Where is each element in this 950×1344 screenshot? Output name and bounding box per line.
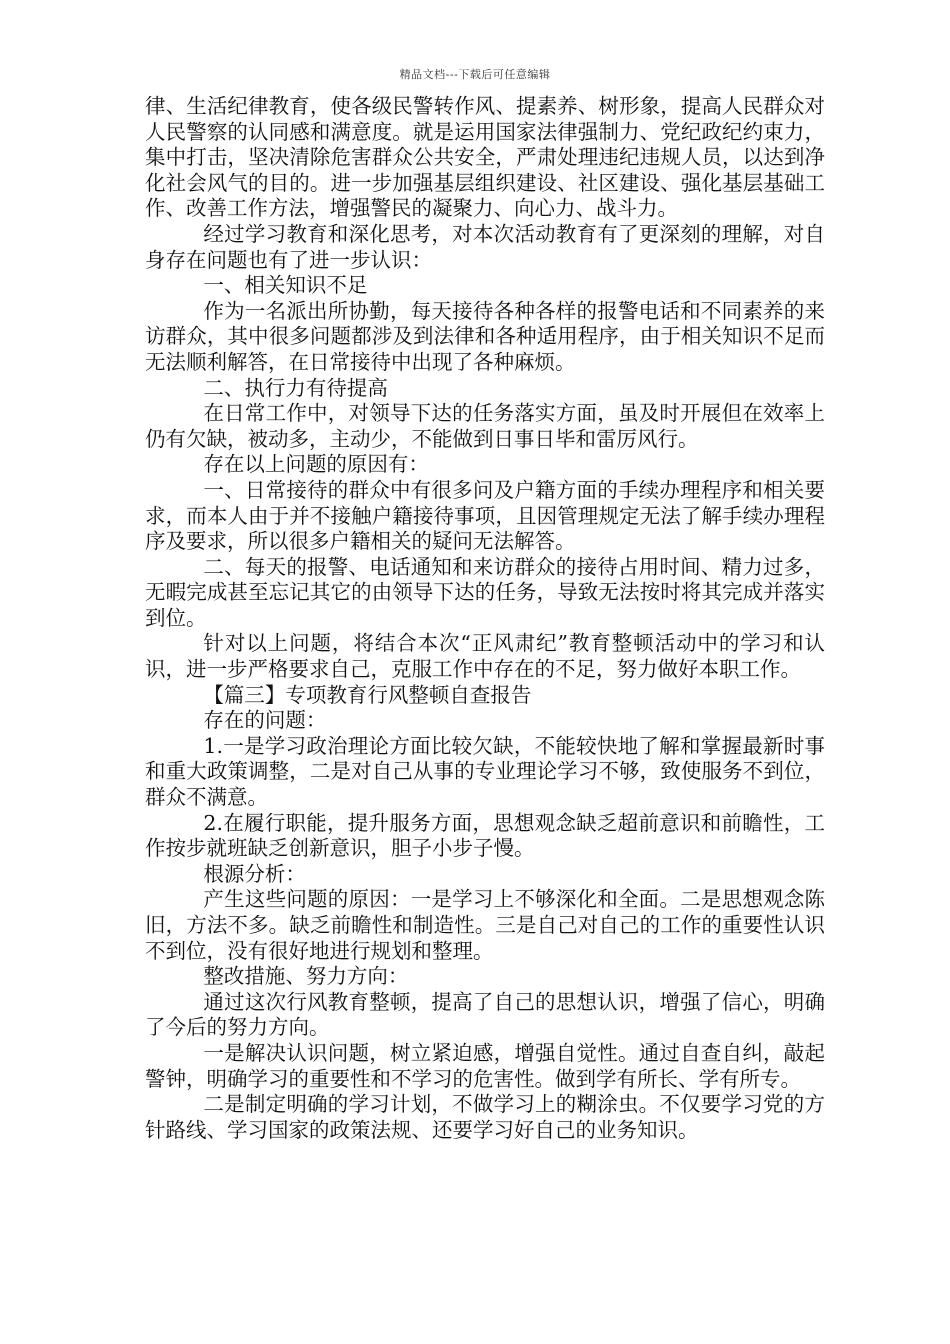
paragraph-7: 二、每天的报警、电话通知和来访群众的接待占用时间、精力过多，无暇完成甚至忘记其它的由领导下达的任务，导致无法按时将其完成并落实到位。 <box>145 554 825 630</box>
document-body <box>145 94 825 1143</box>
paragraph-14: 二是制定明确的学习计划，不做学习上的糊涂虫。不仅要学习党的方针路线、学习国家的政策法规、还要学习好自己的业务知识。 <box>145 1092 825 1142</box>
section-heading-3: 存在的问题： <box>203 708 327 733</box>
chapter-heading: 【篇三】专项教育行风整顿自查报告 <box>203 682 532 707</box>
paragraph-10: 2.在履行职能，提升服务方面，思想观念缺乏超前意识和前瞻性，工作按步就班缺乏创新意识，胆子小步子慢。 <box>145 810 825 861</box>
paragraph-11: 产生这些问题的原因：一是学习上不够深化和全面。二是思想观念陈旧，方法不多。缺乏前瞻性和制造性。三是自己对自己的工作的重要性认识不到位，没有很好地进行规划和整理。 <box>145 887 825 963</box>
section-heading-2: 二、执行力有待提高 <box>203 375 388 400</box>
section-heading-1: 一、相关知识不足 <box>203 273 368 298</box>
paragraph-8: 针对以上问题，将结合本次“正风肃纪”教育整顿活动中的学习和认识，进一步严格要求自己，克服工作中存在的不足，努力做好本职工作。 <box>145 631 825 682</box>
section-heading-5: 整改措施、努力方向： <box>203 964 409 989</box>
paragraph-13: 一是解决认识问题，树立紧迫感，增强自觉性。通过自查自纠，敲起警钟，明确学习的重要性和不学习的危害性。做到学有所长、学有所专。 <box>145 1040 825 1091</box>
paragraph-2: 经过学习教育和深化思考，对本次活动教育有了更深刻的理解，对自身存在问题也有了进一步认识： <box>145 221 825 272</box>
paragraph-6: 一、日常接待的群众中有很多问及户籍方面的手续办理程序和相关要求，而本人由于并不接触户籍接待事项，且因管理规定无法了解手续办理程序及要求，所以很多户籍相关的疑问无法解答。 <box>145 477 825 554</box>
page-header: 精品文档---下载后可任意编辑 <box>399 68 551 81</box>
paragraph-3: 作为一名派出所协勤，每天接待各种各样的报警电话和不同素养的来访群众，其中很多问题都涉及到法律和各种适用程序，由于相关知识不足而无法顺利解答，在日常接待中出现了各种麻烦。 <box>145 298 825 374</box>
paragraph-9: 1.一是学习政治理论方面比较欠缺，不能较快地了解和掌握最新时事和重大政策调整，二是对自己从事的专业理论学习不够，致使服务不到位，群众不满意。 <box>145 733 825 810</box>
section-heading-4: 根源分析： <box>203 861 306 886</box>
paragraph-12: 通过这次行风教育整顿，提高了自己的思想认识，增强了信心，明确了今后的努力方向。 <box>145 989 825 1040</box>
paragraph-5: 存在以上问题的原因有： <box>203 452 429 477</box>
paragraph-4: 在日常工作中，对领导下达的任务落实方面，虽及时开展但在效率上仍有欠缺，被动多，主动少，不能做到日事日毕和雷厉风行。 <box>145 401 825 451</box>
paragraph-1: 律、生活纪律教育，使各级民警转作风、提素养、树形象，提高人民群众对人民警察的认同感和满意度。就是运用国家法律强制力、党纪政纪约束力，集中打击，坚决清除危害群众公共安全，严肃处理违纪违规人员，以达到净化社会风气的目的。进一步加强基层组织建设、社区建设、强化基层基础工作、改善工作方法，增强警民的凝聚力、向心力、战斗力。 <box>145 94 825 221</box>
